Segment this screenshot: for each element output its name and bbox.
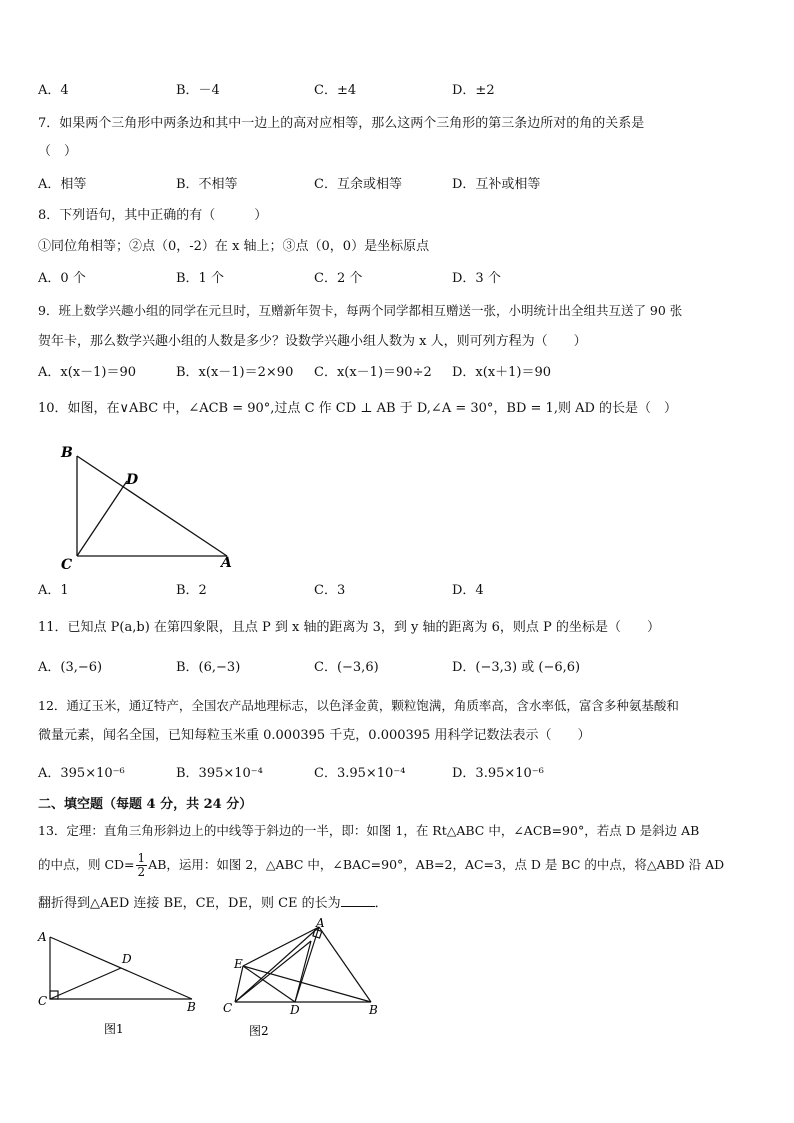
q8-option-a: A．0 个 [38, 271, 86, 286]
q8-stem: 8．下列语句，其中正确的有（ ） [38, 208, 268, 223]
fig2-edge-inner-2 [295, 941, 311, 1002]
q10-option-b: B．2 [176, 583, 207, 598]
fig1-label-a: A [38, 930, 47, 944]
q13-line2-pre: 的中点，则 CD= [38, 857, 135, 872]
q13-line2-post: AB，运用：如图 2，△ABC 中，∠BAC=90°，AB=2，AC=3，点 D 是 BC 的中点，将△ABD 沿 AD [148, 857, 725, 872]
q10-edge-cd [77, 481, 127, 556]
q7-option-c: C．互余或相等 [314, 177, 402, 192]
q7-option-d: D．互补或相等 [452, 177, 541, 192]
q8-statements: ①同位角相等；②点（0，-2）在 x 轴上；③点（0，0）是坐标原点 [38, 239, 430, 254]
q10-stem: 10．如图，在∨ABC 中，∠ACB = 90°,过点 C 作 CD ⊥ AB 于 D,∠A = 30°，BD = 1,则 AD 的长是（ ） [38, 401, 678, 416]
q7-paren: （ ） [38, 144, 78, 159]
q13-line3 [38, 894, 388, 913]
q6-option-b: B．－4 [176, 83, 220, 98]
q13-line2 [38, 848, 724, 882]
q11-option-c: C．(−3,6) [314, 660, 379, 675]
q7-option-a: A．相等 [38, 177, 87, 192]
q11-option-a: A．(3,−6) [38, 660, 103, 675]
q11-option-d: D．(−3,3) 或 (−6,6) [452, 660, 581, 675]
q9-option-c: C．x(x－1)＝90÷2 [314, 365, 432, 380]
q9-option-d: D．x(x＋1)＝90 [452, 365, 552, 380]
fig1-edge-cd [50, 968, 121, 999]
fig2-edge-eb [243, 966, 371, 1002]
fig2-label-d: D [290, 1003, 300, 1017]
fig2-label-e: E [234, 957, 243, 971]
q13-fraction [136, 852, 148, 879]
q13-fraction-den: 2 [137, 865, 146, 879]
fig1-caption: 图1 [104, 1022, 124, 1036]
q10-option-a: A．1 [38, 583, 69, 598]
q7-option-b: B．不相等 [176, 177, 238, 192]
q8-option-d: D．3 个 [452, 271, 501, 286]
q12-option-c: C．3.95×10⁻⁴ [314, 766, 406, 781]
fig1-label-b: B [187, 1000, 196, 1014]
q8-option-b: B．1 个 [176, 271, 224, 286]
q9-stem-line2: 贺年卡，那么数学兴趣小组的人数是多少？设数学兴趣小组人数为 x 人，则可列方程为（ ） [38, 334, 587, 349]
q12-stem-line1: 12．通辽玉米，通辽特产，全国农产品地理标志，以色泽金黄，颗粒饱满，角质率高，含水率低，富含多种氨基酸和 [38, 698, 679, 713]
q12-option-a: A．395×10⁻⁶ [38, 766, 125, 781]
q10-figure [55, 440, 245, 572]
q13-fraction-num: 1 [137, 851, 146, 865]
q6-option-a: A．4 [38, 83, 69, 98]
q10-option-c: C．3 [314, 583, 346, 598]
fig2-caption: 图2 [249, 1024, 269, 1038]
q11-stem: 11．已知点 P(a,b) 在第四象限，且点 P 到 x 轴的距离为 3，到 y 轴的距离为 6，则点 P 的坐标是（ ） [38, 620, 660, 635]
q6-option-c: C．±4 [314, 83, 357, 98]
q13-figure-1 [30, 925, 210, 1045]
q13-answer-blank [341, 894, 375, 907]
q9-option-a: A．x(x－1)＝90 [38, 365, 137, 380]
q8-option-c: C．2 个 [314, 271, 363, 286]
q12-option-d: D．3.95×10⁻⁶ [452, 766, 544, 781]
q10-label-c: C [61, 557, 73, 572]
fig1-label-d: D [122, 952, 132, 966]
fig2-label-c: C [223, 1001, 233, 1015]
q13-line3-pre: 翻折得到△AED 连接 BE，CE，DE，则 CE 的长为 [38, 896, 341, 911]
q12-stem-line2: 微量元素，闻名全国，已知每粒玉米重 0.000395 千克，0.000395 用科学记数法表示（ ） [38, 728, 591, 743]
section-2-title: 二、填空题（每题 4 分，共 24 分） [38, 797, 253, 812]
fig1-label-c: C [38, 994, 48, 1008]
q10-edge-ba [77, 456, 227, 556]
q11-option-b: B．(6,−3) [176, 660, 241, 675]
q10-label-d: D [126, 472, 139, 488]
q10-label-a: A [221, 555, 232, 571]
q9-option-b: B．x(x－1)＝2×90 [176, 365, 294, 380]
q10-option-d: D．4 [452, 583, 484, 598]
q7-stem: 7．如果两个三角形中两条边和其中一边上的高对应相等，那么这两个三角形的第三条边所对的角的关系是 [38, 116, 645, 131]
q6-option-d: D．±2 [452, 83, 495, 98]
q13-figure-2 [215, 915, 395, 1045]
fig2-edge-ab [319, 927, 371, 1002]
q9-stem-line1: 9．班上数学兴趣小组的同学在元旦时，互赠新年贺卡，每两个同学都相互赠送一张，小明统计出全组共互送了 90 张 [38, 303, 683, 318]
fig2-label-a: A [316, 916, 325, 930]
q13-line3-post: ． [374, 896, 388, 911]
q10-label-b: B [61, 445, 73, 461]
q13-line1: 13．定理：直角三角形斜边上的中线等于斜边的一半，即：如图 1，在 Rt△ABC 中，∠ACB=90°，若点 D 是斜边 AB [38, 823, 700, 838]
q12-option-b: B．395×10⁻⁴ [176, 766, 263, 781]
fig2-label-b: B [369, 1003, 378, 1017]
